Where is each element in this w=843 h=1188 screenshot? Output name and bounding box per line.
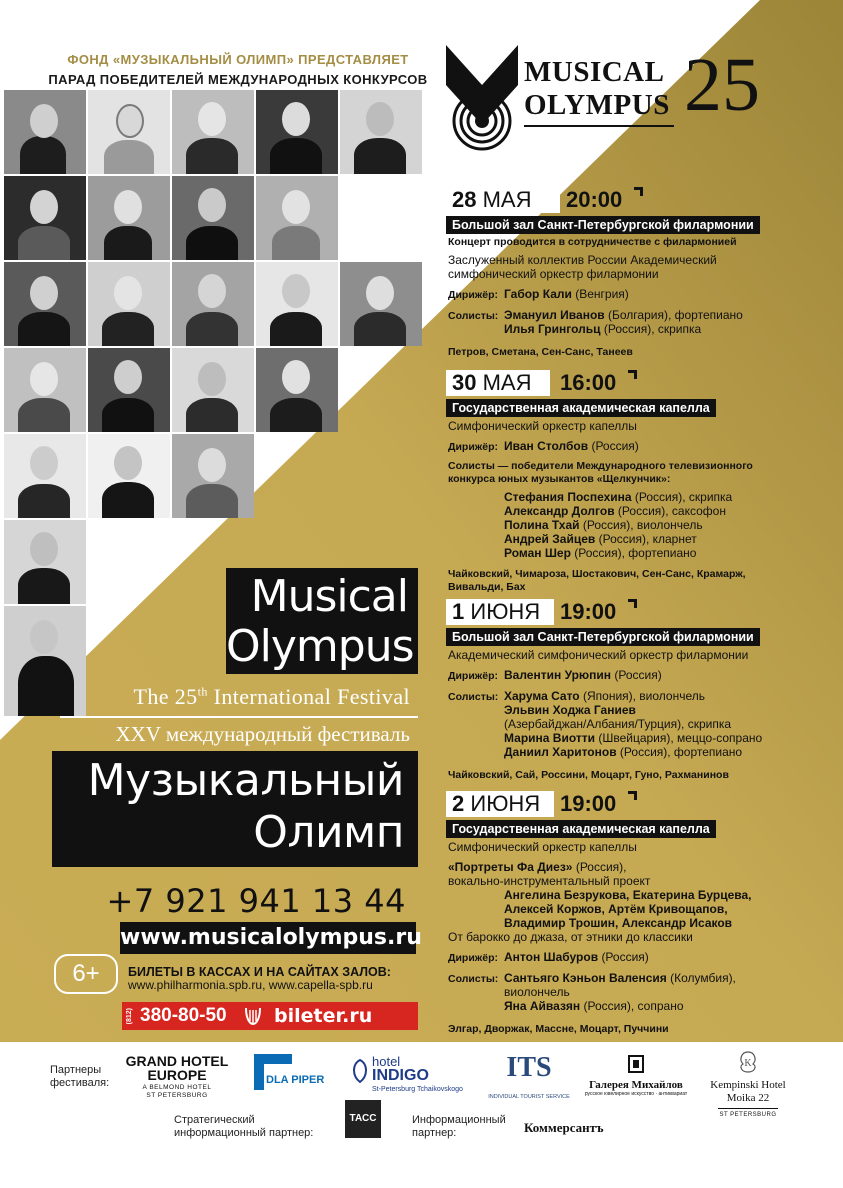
project-row bbox=[446, 860, 841, 874]
soloist-detail: (Колумбия), bbox=[670, 971, 736, 985]
event-composers: Петров, Сметана, Сен-Санс, Танеев bbox=[448, 346, 633, 358]
soloists-list bbox=[446, 490, 841, 560]
portrait-man-4 bbox=[4, 262, 86, 346]
portrait-man-2 bbox=[256, 90, 338, 174]
bileter-name: bileter.ru bbox=[274, 1005, 373, 1027]
soloist-name: Марина Виотти bbox=[504, 731, 595, 745]
indigo-sub: St-Petersburg Tchaikovskogo bbox=[372, 1086, 463, 1093]
indigo-swirl-icon bbox=[350, 1058, 370, 1084]
logo-divider bbox=[524, 125, 674, 127]
indigo-hotel: hotel bbox=[372, 1054, 401, 1069]
grand-hotel-europe-logo bbox=[122, 1054, 232, 1100]
event-may-28 bbox=[446, 187, 841, 359]
gallery-name: Галерея Михайлов bbox=[589, 1079, 683, 1091]
bileter-banner[interactable] bbox=[122, 1002, 418, 1030]
soloist-item bbox=[504, 546, 841, 560]
ghe-line-1: GRAND HOTEL bbox=[125, 1053, 229, 1069]
title-ru-line-2: Олимп bbox=[253, 807, 404, 858]
soloist-name: Сантьяго Кэньон Валенсия bbox=[504, 971, 667, 985]
project-members bbox=[446, 888, 841, 930]
conductor-row bbox=[446, 287, 841, 302]
soloists-intro-2: конкурса юных музыкантов «Щелкунчик»: bbox=[448, 473, 671, 485]
soloist-name: Илья Грингольц bbox=[504, 322, 601, 336]
portrait-man-6 bbox=[256, 262, 338, 346]
conductor-name: Иван Столбов bbox=[504, 439, 589, 453]
soloist-name: Эльвин Ходжа Ганиев bbox=[504, 703, 636, 717]
contact-phone[interactable]: +7 921 941 13 44 bbox=[106, 882, 406, 920]
title-en-line-1: Musical bbox=[250, 571, 408, 622]
event-ensemble: Заслуженный коллектив России Академический bbox=[448, 253, 717, 267]
logo-line-2: OLYMPUS bbox=[524, 89, 670, 121]
logo-anniversary-number: 25 bbox=[684, 43, 760, 127]
event-time: 19:00 bbox=[560, 791, 617, 816]
presenter-line-1: ФОНД «МУЗЫКАЛЬНЫЙ ОЛИМП» ПРЕДСТАВЛЯЕТ bbox=[67, 52, 409, 67]
kempinski-line-2: Moika 22 bbox=[726, 1092, 770, 1104]
presenter-heading bbox=[48, 50, 428, 90]
event-month: МАЯ bbox=[482, 187, 532, 212]
event-may-30 bbox=[446, 370, 841, 594]
its-logo bbox=[484, 1052, 574, 1100]
ghe-line-3: A BELMOND HOTEL bbox=[142, 1084, 212, 1091]
conductor-row bbox=[446, 950, 841, 965]
lyre-icon bbox=[242, 1005, 264, 1027]
event-day: 2 bbox=[452, 791, 465, 816]
corner-mark-icon bbox=[628, 791, 637, 800]
corner-mark-icon bbox=[628, 599, 637, 608]
portrait-boy-1 bbox=[88, 176, 170, 260]
event-month: ИЮНЯ bbox=[470, 791, 541, 816]
fest-en-text: International Festival bbox=[207, 684, 410, 709]
soloist-name: Эмануил Иванов bbox=[504, 308, 605, 322]
portrait-cellist bbox=[340, 90, 422, 174]
gallery-emblem-icon bbox=[627, 1054, 645, 1074]
soloist-name: Яна Айвазян bbox=[504, 999, 581, 1013]
soloist-name: Роман Шер bbox=[504, 546, 571, 560]
project-country: (Россия), bbox=[575, 860, 627, 874]
gallery-sub: русское ювелирное искусство · антиквариат bbox=[584, 1091, 688, 1097]
soloist-name: Андрей Зайцев bbox=[504, 532, 596, 546]
portrait-girl-violin bbox=[256, 176, 338, 260]
ghe-line-4: ST PETERSBURG bbox=[146, 1092, 208, 1099]
portrait-woman-1 bbox=[4, 176, 86, 260]
festival-subtitle-english bbox=[60, 684, 410, 710]
portrait-violinist-girl bbox=[88, 90, 170, 174]
conductor-name: Габор Кали bbox=[504, 287, 572, 301]
musical-olympus-logo-icon bbox=[446, 45, 518, 151]
subtitle-divider bbox=[60, 716, 418, 718]
event-composers: Элгар, Дворжак, Массне, Моцарт, Пуччини bbox=[448, 1023, 669, 1035]
conductor-country: (Россия) bbox=[591, 439, 639, 453]
event-time: 19:00 bbox=[560, 599, 617, 624]
conductor-name: Валентин Урюпин bbox=[504, 668, 612, 682]
soloists-row bbox=[446, 971, 841, 1013]
conductor-label: Дирижёр: bbox=[448, 441, 498, 453]
event-time: 20:00 bbox=[566, 187, 623, 212]
soloist-detail: (Швейцария), меццо-сопрано bbox=[598, 731, 763, 745]
soloist-item bbox=[504, 518, 841, 532]
members-line: Ангелина Безрукова, Екатерина Бурцева, bbox=[504, 888, 752, 902]
portrait-man-9 bbox=[4, 520, 86, 604]
event-day: 1 bbox=[452, 599, 465, 624]
event-date-row bbox=[446, 370, 841, 396]
portrait-boy-sax bbox=[256, 348, 338, 432]
tickets-info bbox=[128, 966, 391, 992]
soloist-detail: (Россия), фортепиано bbox=[574, 546, 697, 560]
soloist-detail: (Россия), фортепиано bbox=[619, 745, 743, 759]
project-description: вокально-инструментальный проект bbox=[448, 874, 651, 888]
kommersant-logo: Коммерсантъ bbox=[524, 1120, 604, 1135]
portrait-singer-1 bbox=[4, 348, 86, 432]
portrait-man-5 bbox=[88, 262, 170, 346]
soloists-label: Солисты: bbox=[448, 691, 499, 703]
portrait-man-1 bbox=[172, 90, 254, 174]
event-ensemble: Симфонический оркестр капеллы bbox=[448, 419, 637, 433]
info-partner-label: Информационный партнер: bbox=[412, 1114, 506, 1139]
soloist-detail: (Азербайджан/Албания/Турция), скрипка bbox=[504, 717, 732, 731]
conductor-country: (Венгрия) bbox=[575, 287, 629, 301]
soloist-name: Даниил Харитонов bbox=[504, 745, 617, 759]
corner-mark-icon bbox=[628, 370, 637, 379]
soloists-row bbox=[446, 308, 841, 336]
title-ru-line-1: Музыкальный bbox=[87, 755, 404, 806]
portrait-girl-cello bbox=[172, 434, 254, 518]
soloist-item bbox=[504, 504, 841, 518]
dla-piper-logo bbox=[252, 1052, 330, 1092]
soloist-detail: (Япония), виолончель bbox=[582, 689, 706, 703]
soloist-detail: (Россия), виолончель bbox=[582, 518, 703, 532]
project-name: «Портреты Фа Диез» bbox=[448, 860, 573, 874]
its-mark: ITS bbox=[506, 1052, 552, 1083]
tickets-heading: БИЛЕТЫ В КАССАХ И НА САЙТАХ ЗАЛОВ: bbox=[128, 965, 391, 979]
kempinski-line-1: Kempinski Hotel bbox=[710, 1079, 786, 1091]
conductor-label: Дирижёр: bbox=[448, 289, 498, 301]
event-time: 16:00 bbox=[560, 370, 617, 395]
project-tagline: От барокко до джаза, от этники до классики bbox=[448, 930, 693, 944]
event-date bbox=[446, 599, 554, 625]
conductor-label: Дирижёр: bbox=[448, 670, 498, 682]
event-composers: Чайковский, Сай, Россини, Моцарт, Гуно, Рахманинов bbox=[448, 769, 729, 781]
portrait-pianist bbox=[4, 90, 86, 174]
galereya-mikhaylov-logo bbox=[584, 1054, 688, 1097]
event-date-row bbox=[446, 187, 841, 213]
fest-en-number: The 25 bbox=[133, 684, 198, 709]
corner-mark-icon bbox=[634, 187, 643, 196]
dla-piper-text: DLA PIPER bbox=[266, 1074, 325, 1086]
soloist-name: Полина Тхай bbox=[504, 518, 580, 532]
event-date-row bbox=[446, 791, 841, 817]
strategic-partner-label: Стратегический информационный партнер: bbox=[174, 1114, 314, 1139]
ticket-phone: 380-80-50 bbox=[140, 1005, 227, 1026]
tass-logo: ТАСС bbox=[345, 1100, 381, 1138]
soloist-detail: (Россия), скрипка bbox=[634, 490, 733, 504]
portrait-saxophonist bbox=[88, 348, 170, 432]
presenter-line-2: ПАРАД ПОБЕДИТЕЛЕЙ МЕЖДУНАРОДНЫХ КОНКУРСОВ bbox=[48, 72, 428, 87]
event-month: ИЮНЯ bbox=[470, 599, 541, 624]
event-june-1 bbox=[446, 599, 841, 782]
conductor-name: Антон Шабуров bbox=[504, 950, 599, 964]
dla-piper-mark-icon bbox=[252, 1052, 330, 1092]
fest-en-suffix: th bbox=[197, 684, 208, 699]
event-month: МАЯ bbox=[482, 370, 532, 395]
soloist-name: Александр Долгов bbox=[504, 504, 615, 518]
event-date bbox=[446, 370, 550, 396]
event-composers-2: Вивальди, Бах bbox=[448, 581, 526, 593]
title-english bbox=[226, 568, 418, 674]
event-ensemble: Симфонический оркестр капеллы bbox=[448, 840, 637, 854]
ticket-area-code: (812) bbox=[126, 1008, 133, 1025]
kempinski-logo bbox=[700, 1050, 796, 1118]
soloist-detail: (Россия), кларнет bbox=[598, 532, 697, 546]
portrait-man-3 bbox=[172, 176, 254, 260]
portrait-man-7 bbox=[4, 434, 86, 518]
soloist-detail: (Россия), сопрано bbox=[583, 999, 684, 1013]
soloists-row bbox=[446, 689, 841, 759]
indigo-name: INDIGO bbox=[372, 1067, 429, 1084]
event-ensemble: Академический симфонический оркестр филармонии bbox=[448, 648, 749, 662]
event-venue: Государственная академическая капелла bbox=[446, 399, 716, 417]
title-russian bbox=[52, 751, 418, 867]
event-venue: Большой зал Санкт-Петербургской филармонии bbox=[446, 628, 760, 646]
event-day: 30 bbox=[452, 370, 477, 395]
age-rating-badge: 6+ bbox=[54, 954, 118, 994]
portrait-clarinet-boy bbox=[340, 262, 422, 346]
kempinski-crest-icon bbox=[735, 1050, 761, 1074]
ghe-line-2: EUROPE bbox=[147, 1067, 207, 1083]
event-date bbox=[446, 791, 554, 817]
conductor-country: (Россия) bbox=[614, 668, 662, 682]
svg-text:K: K bbox=[744, 1058, 752, 1069]
event-day: 28 bbox=[452, 187, 477, 212]
soloists-label: Солисты: bbox=[448, 973, 499, 985]
portrait-violist bbox=[172, 262, 254, 346]
kempinski-sub: ST PETERSBURG bbox=[719, 1112, 777, 1118]
event-note: Концерт проводится в сотрудничестве с филармонией bbox=[448, 236, 737, 248]
soloists-label: Солисты: bbox=[448, 310, 499, 322]
title-en-line-2: Olympus bbox=[226, 621, 414, 672]
portrait-singer-2 bbox=[172, 348, 254, 432]
event-june-2 bbox=[446, 791, 841, 1036]
event-venue: Большой зал Санкт-Петербургской филармонии bbox=[446, 216, 760, 234]
soloist-item bbox=[504, 532, 841, 546]
soloist-name: Стефания Поспехина bbox=[504, 490, 632, 504]
tickets-sites[interactable]: www.philharmonia.spb.ru, www.capella-spb.ru bbox=[128, 978, 373, 992]
conductor-row bbox=[446, 439, 841, 454]
soloist-item bbox=[504, 490, 841, 504]
event-date bbox=[446, 187, 560, 213]
soloist-detail: (Болгария), фортепиано bbox=[608, 308, 743, 322]
soloist-detail: (Россия), саксофон bbox=[617, 504, 726, 518]
members-line: Алексей Коржов, Артём Кривощапов, bbox=[504, 902, 728, 916]
conductor-label: Дирижёр: bbox=[448, 952, 498, 964]
conductor-row bbox=[446, 668, 841, 683]
event-date-row bbox=[446, 599, 841, 625]
members-line: Владимир Трошин, Александр Исаков bbox=[504, 916, 733, 930]
soloists-intro: Солисты — победители Международного телевизионного bbox=[448, 460, 753, 472]
conductor-country: (Россия) bbox=[601, 950, 649, 964]
festival-subtitle-russian: XXV международный фестиваль bbox=[115, 722, 410, 746]
partners-label: Партнеры фестиваля: bbox=[50, 1064, 110, 1089]
soloist-detail: виолончель bbox=[504, 985, 570, 999]
event-venue: Государственная академическая капелла bbox=[446, 820, 716, 838]
portrait-man-8 bbox=[88, 434, 170, 518]
its-sub: INDIVIDUAL TOURIST SERVICE bbox=[488, 1094, 570, 1100]
soloist-name: Харума Сато bbox=[504, 689, 580, 703]
logo-line-1: MUSICAL bbox=[524, 56, 665, 88]
logo-wordmark bbox=[524, 56, 670, 122]
soloist-detail: (Россия), скрипка bbox=[603, 322, 702, 336]
partners-section bbox=[0, 1042, 843, 1188]
event-composers: Чайковский, Чимароза, Шостакович, Сен-Санс, Крамарж, bbox=[448, 568, 746, 580]
website-link[interactable]: www.musicalolympus.ru bbox=[120, 922, 416, 954]
event-ensemble-2: симфонический оркестр филармонии bbox=[448, 267, 659, 281]
